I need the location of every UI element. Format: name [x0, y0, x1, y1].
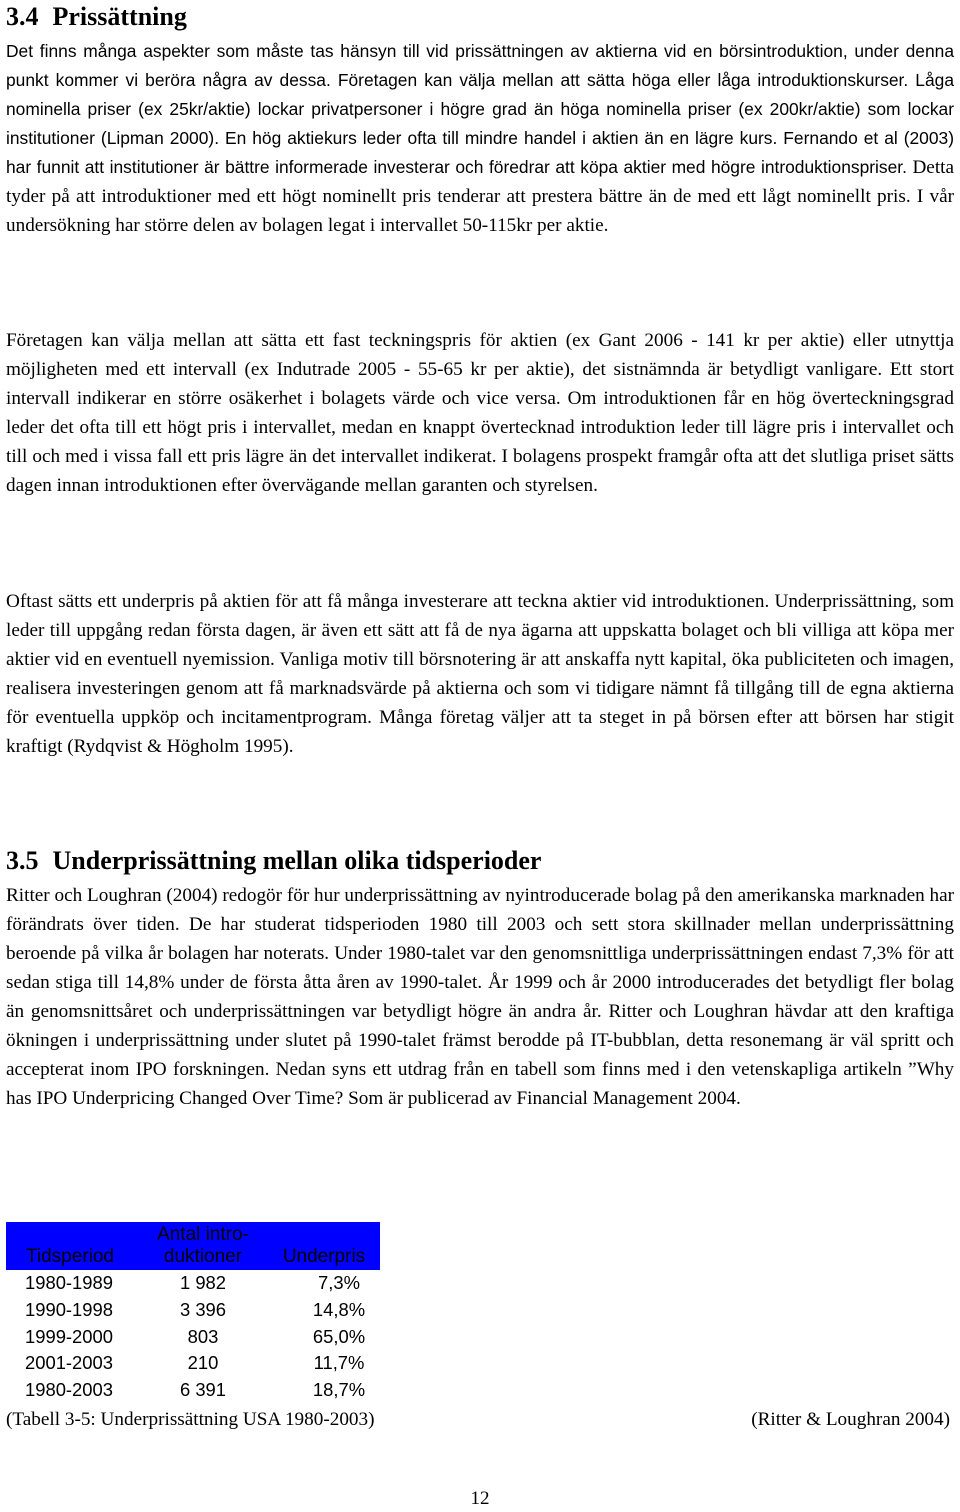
- column-header-count-line2: duktioner: [163, 1246, 243, 1267]
- column-header-underpricing: Underpris: [268, 1222, 380, 1270]
- table-row: [6, 1377, 380, 1404]
- table-caption-source: (Ritter & Loughran 2004): [751, 1409, 950, 1430]
- cell-period: 1980-1989: [25, 1272, 113, 1294]
- cell-count: 3 396: [179, 1299, 227, 1321]
- cell-underpricing: 7,3%: [318, 1272, 360, 1294]
- column-header-period: Tidsperiod: [6, 1222, 138, 1270]
- cell-count: 6 391: [179, 1379, 227, 1401]
- section-number: 3.5: [6, 846, 39, 875]
- cell-underpricing: 14,8%: [312, 1299, 366, 1321]
- table-row: [6, 1270, 380, 1297]
- cell-count: 210: [187, 1352, 219, 1374]
- table-row: [6, 1350, 380, 1377]
- cell-period: 2001-2003: [25, 1352, 113, 1374]
- cell-period: 1999-2000: [25, 1325, 113, 1347]
- table-caption-title: (Tabell 3-5: Underprissättning USA 1980-2003): [6, 1409, 375, 1430]
- section-title: Underprissättning mellan olika tidsperioder: [52, 846, 542, 875]
- paragraph: [6, 37, 954, 240]
- page-number: 12: [470, 1488, 490, 1509]
- cell-period: 1980-2003: [25, 1379, 113, 1401]
- underpricing-table: [6, 1222, 380, 1403]
- cell-count: 803: [187, 1325, 219, 1347]
- cell-count: 1 982: [179, 1272, 227, 1294]
- paragraph: Företagen kan välja mellan att sätta ett fast teckningspris för aktien (ex Gant 2006 - 141 kr per aktie) eller utnyttja möjligheten med ett intervall (ex Indutrade 2005 - 55-65 kr per aktie), det sistnämnda är betydligt vanligare. Ett stort intervall indikerar en större osäkerhet i bolagets värde och vice versa. Om introduktionen får en hög överteckningsgrad leder det ofta till ett högt pris i intervallet, medan en knappt övertecknad introduktion leder till lägre pris i intervallet och till och med i vissa fall ett pris lägre än det intervallet indikerat. I bolagens prospekt framgår ofta att det slutliga priset sätts dagen innan introduktionen efter övervägande mellan garanten och styrelsen.: [6, 330, 954, 496]
- table-row: [6, 1323, 380, 1350]
- cell-underpricing: 18,7%: [312, 1379, 366, 1401]
- cell-underpricing: 11,7%: [313, 1352, 365, 1374]
- paragraph-text-serif: Detta tyder på att introduktioner med ett högt nominellt pris tenderar att prestera bättre än de med ett lågt nominellt pris. I vår undersökning har större delen av bolagen legat i intervallet 50-115kr per aktie.: [6, 157, 954, 236]
- cell-underpricing: 65,0%: [312, 1325, 366, 1347]
- section-title: Prissättning: [52, 2, 187, 31]
- section-heading: [6, 846, 541, 876]
- cell-period: 1990-1998: [25, 1299, 113, 1321]
- table-row: [6, 1297, 380, 1324]
- section-number: 3.4: [6, 2, 39, 31]
- paragraph-text-sans: Det finns många aspekter som måste tas hänsyn till vid prissättningen av aktierna vid en börsintroduktion, under denna punkt kommer vi beröra några av dessa. Företagen kan välja mellan att sätta höga eller låga introduktionskurser. Låga nominella priser (ex 25kr/aktie) lockar privatpersoner i högre grad än höga nominella priser (ex 200kr/aktie) som lockar institutioner (Lipman 2000). En hög aktiekurs leder ofta till mindre handel i aktien än en lägre kurs. Fernando et al (2003) har funnit att institutioner är bättre informerade investerar och föredrar att köpa aktier med högre introduktionspriser.: [6, 41, 954, 177]
- paragraph: Oftast sätts ett underpris på aktien för att få många investerare att teckna aktier vid introduktionen. Underprissättning, som leder till uppgång redan första dagen, är även ett sätt att få de nya ägarna att uppskatta bolaget och bli villiga att köpa mer aktier vid en eventuell nyemission. Vanliga motiv till börsnotering är att anskaffa nytt kapital, öka publiciteten och imagen, realisera investeringen genom att få marknadsvärde på aktierna och som vi tidigare nämnt få tillgång till de egna aktierna för eventuella uppköp och incitamentprogram. Många företag väljer att ta steget in på börsen efter att börsen har stigit kraftigt (Rydqvist & Högholm 1995).: [6, 591, 954, 757]
- column-header-count: [138, 1222, 268, 1270]
- section-heading: [6, 2, 187, 32]
- column-header-count-line1: Antal intro-: [157, 1224, 249, 1245]
- paragraph: Ritter och Loughran (2004) redogör för hur underprissättning av nyintroducerade bolag på den amerikanska marknaden har förändrats över tiden. De har studerat tidsperioden 1980 till 2003 och sett stora skillnader mellan underprissättning beroende på vilka år bolagen har noterats. Under 1980-talet var den genomsnittliga underprissättningen endast 7,3% för att sedan stiga till 14,8% under de första åtta åren av 1990-talet. År 1999 och år 2000 introducerades det betydligt fler bolag än genomsnittsåret och underprissättningen var betydligt högre än andra år. Ritter och Loughran hävdar att den kraftiga ökningen i underprissättning under slutet på 1990-talet främst berodde på IT-bubblan, detta resonemang är väl spritt och accepterat inom IPO forskningen. Nedan syns ett utdrag från en tabell som finns med i den vetenskapliga artikeln ”Why has IPO Underpricing Changed Over Time? Som är publicerad av Financial Management 2004.: [6, 885, 954, 1109]
- table-header-row: [6, 1222, 380, 1270]
